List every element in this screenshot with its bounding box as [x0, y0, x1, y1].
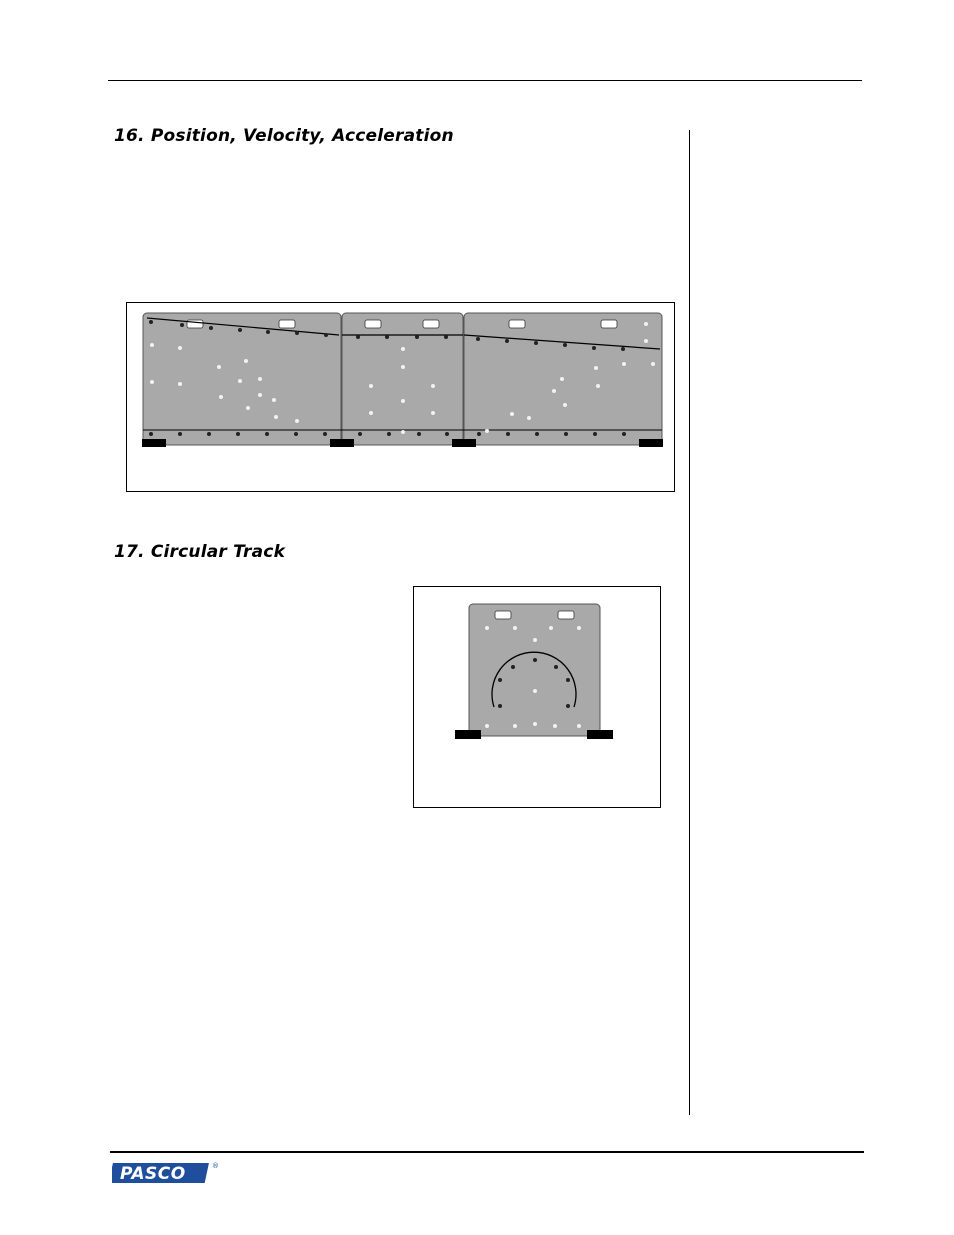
foot	[142, 439, 166, 447]
figure-position-velocity-acceleration	[126, 302, 675, 492]
header-rule	[108, 80, 862, 81]
circular-track-illustration	[414, 587, 662, 809]
foot	[587, 730, 613, 739]
foot	[455, 730, 481, 739]
column-divider	[689, 130, 690, 1115]
section-17-heading: 17. Circular Track	[114, 542, 286, 562]
panel	[469, 604, 600, 736]
figure-circular-track	[413, 586, 661, 808]
footer-rule	[110, 1151, 864, 1153]
foot	[639, 439, 663, 447]
foot	[452, 439, 476, 447]
three-panel-track-illustration	[127, 303, 676, 493]
section-16-heading: 16. Position, Velocity, Acceleration	[114, 126, 454, 146]
logo-text: PASCO	[120, 1164, 186, 1184]
foot	[330, 439, 354, 447]
pasco-logo-mark	[112, 1158, 222, 1188]
pasco-logo	[112, 1158, 222, 1188]
panel-middle	[342, 313, 463, 445]
registered-mark: ®	[212, 1162, 219, 1170]
